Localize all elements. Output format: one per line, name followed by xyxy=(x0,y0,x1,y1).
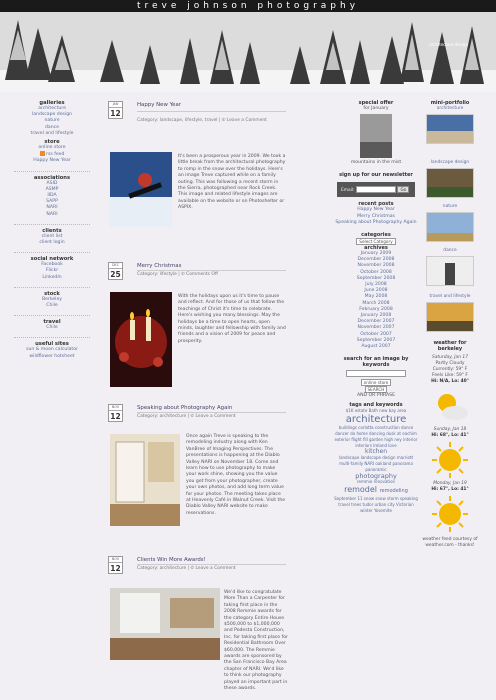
social-heading: social network xyxy=(30,256,74,263)
archive-link[interactable]: March 2008 xyxy=(362,300,390,306)
archive-link[interactable]: November 2007 xyxy=(357,325,395,331)
post-title[interactable]: Merry Christmas xyxy=(137,263,182,269)
portfolio-link[interactable]: architecture xyxy=(436,106,464,111)
travel-heading: travel xyxy=(43,319,61,326)
weather-current: Currently: 59° F xyxy=(432,367,468,372)
tag-link[interactable]: remodeling xyxy=(379,488,408,495)
rss-icon xyxy=(40,151,45,156)
recent-post-link[interactable]: Happy New Year xyxy=(357,207,395,213)
associations-heading: associations xyxy=(33,174,71,181)
post xyxy=(108,262,286,402)
tag-link[interactable]: remodel xyxy=(344,485,378,495)
stock-link[interactable]: Berkeley xyxy=(41,296,62,302)
title-rule xyxy=(137,111,286,112)
post xyxy=(108,556,286,700)
sunny-icon xyxy=(431,441,469,479)
weather-day: Saturday, Jan 17 xyxy=(431,355,469,360)
snowboarder-photo xyxy=(110,152,172,227)
gallery-link[interactable]: dance xyxy=(45,124,59,130)
recent-posts-heading: recent posts xyxy=(358,201,394,208)
assoc-link[interactable]: NARI xyxy=(46,211,58,217)
recent-post-link[interactable]: Merry Christmas xyxy=(357,213,395,219)
stock-link[interactable]: Chile xyxy=(46,303,58,309)
assoc-link[interactable]: IIDA xyxy=(47,193,57,199)
newsletter-box xyxy=(337,182,415,197)
tag-link[interactable]: September 11 snow snow storm speaking travel trees tudor urban city Victorian winter Yosemite xyxy=(334,496,418,514)
assoc-link[interactable]: SAPP xyxy=(46,199,58,205)
gallery-link[interactable]: nature xyxy=(44,118,60,124)
keyword-input[interactable] xyxy=(346,370,406,377)
assoc-link[interactable]: ASID xyxy=(46,180,58,186)
nature-thumb[interactable] xyxy=(426,212,474,242)
divider xyxy=(14,315,90,316)
post-day: 25 xyxy=(110,270,121,279)
post-date xyxy=(108,262,123,280)
store-link[interactable]: online store xyxy=(38,145,66,151)
post-title[interactable]: Clients Win More Awards! xyxy=(137,557,206,563)
store-heading: store xyxy=(44,139,60,146)
recent-post-link[interactable]: Speaking about Photography Again xyxy=(335,219,417,225)
post-meta[interactable]: Category: lifestyle | ✆ Comments Off xyxy=(137,272,218,277)
weather-heading: weather for berkeley xyxy=(433,340,467,352)
assoc-link[interactable]: ASMP xyxy=(45,186,59,192)
tag-link[interactable]: architecture xyxy=(345,414,407,426)
special-offer-heading: special offer xyxy=(358,100,394,106)
portfolio-link[interactable]: landscape design xyxy=(430,160,470,165)
post-body: Once again Treve is speaking to the remodeling industry along with Ken VanBree of Imaging Perspectives. The presentations is happening at the Diablo Valley NARI on November 18. Come and learn how to use photography to make your work shine, showing you the value you get from your photographer, create your own photos, and add long term value for your photos. The meeting takes place at Heavenly Café in Walnut Creek. Visit the Diablo Valley NARI website to make reservations. xyxy=(186,434,286,516)
weather-hilo: Hi: N/A, Lo: 40° xyxy=(431,379,469,384)
client-link[interactable]: client list xyxy=(41,233,63,239)
candles-photo xyxy=(110,292,172,387)
social-link[interactable]: Facebook xyxy=(41,262,63,268)
header-banner xyxy=(0,0,496,92)
categories-heading: categories xyxy=(361,232,391,239)
post-day: 12 xyxy=(110,412,121,421)
banner-tag: architecture design xyxy=(429,42,468,47)
rss-label: rss feed xyxy=(46,152,65,158)
post-date xyxy=(108,101,123,119)
newyear-link[interactable]: Happy New Year xyxy=(33,158,71,164)
assoc-link[interactable]: NARI xyxy=(46,205,58,211)
title-rule xyxy=(137,270,286,271)
stock-heading: stock xyxy=(44,290,60,297)
post xyxy=(108,101,286,251)
title-rule xyxy=(137,412,286,413)
search-heading: search for an image by keywords xyxy=(343,356,409,369)
email-label: Email: xyxy=(341,188,355,194)
post-month: NOV xyxy=(109,557,122,563)
living-room-photo xyxy=(110,588,220,660)
partly-cloudy-icon xyxy=(431,387,469,425)
archive-link[interactable]: December 2008 xyxy=(357,257,395,263)
post-title[interactable]: Happy New Year xyxy=(137,102,181,108)
gallery-link[interactable]: architecture xyxy=(38,106,66,111)
weather-hilo: Hi: 68°, Lo: 41° xyxy=(431,433,469,438)
divider xyxy=(14,224,90,225)
title-rule xyxy=(137,564,286,565)
archive-link[interactable]: June 2008 xyxy=(364,288,388,294)
newsletter-heading: sign up for our newsletter xyxy=(339,172,413,179)
special-offer-caption: mountains in the mist xyxy=(350,160,402,166)
archive-link[interactable]: May 2008 xyxy=(364,294,388,300)
divider xyxy=(14,252,90,253)
divider xyxy=(14,287,90,288)
tag-link[interactable]: photography xyxy=(355,472,397,481)
galleries-heading: galleries xyxy=(39,100,65,106)
post-meta[interactable]: Category: landscape, lifestyle, travel | ✆ Leave a Comment xyxy=(137,118,267,123)
tags-heading: tags and keywords xyxy=(349,402,403,409)
dance-thumb[interactable] xyxy=(426,256,474,286)
archive-link[interactable]: December 2007 xyxy=(357,319,395,325)
weather-day: Monday, Jan 19 xyxy=(433,481,467,486)
gallery-link[interactable]: travel and lifestyle xyxy=(30,130,74,136)
useful-heading: useful sites xyxy=(35,341,69,348)
divider xyxy=(14,171,90,172)
post-meta[interactable]: Category: architecture | ✆ Leave a Comment xyxy=(137,414,236,419)
kitchen-photo xyxy=(110,434,180,526)
post-body: It's been a prosperous year in 2009. We took a little break from the architectural photography to romp in the snow over the holidays. Here's an image Treve captured while on a family outing. This was following a recent storm in the Sierra, photographed near Rock Creek. This image and related lifestyle images are available on the website or on Photoshelter or ASPIX. xyxy=(178,154,286,211)
post-month: NOV xyxy=(109,405,122,411)
tag-link[interactable]: buildings carlotta construction dance dancer do home dancing dusk at eachim exterior flight fill garden high ney interior interiors Ireland love xyxy=(334,425,418,449)
architecture-thumb[interactable] xyxy=(426,114,474,144)
post-day: 12 xyxy=(110,564,121,573)
weather-condition: Partly Cloudy xyxy=(435,361,465,366)
archive-link[interactable]: October 2008 xyxy=(360,269,392,275)
post-date xyxy=(108,556,123,574)
portfolio-link[interactable]: nature xyxy=(442,204,458,209)
category-select[interactable]: Select Category xyxy=(356,238,395,245)
go-button[interactable]: Go xyxy=(397,186,409,193)
archive-link[interactable]: September 2008 xyxy=(356,275,396,281)
archive-link[interactable]: January 2009 xyxy=(360,251,392,257)
tag-link[interactable]: kitchen xyxy=(364,448,388,456)
useful-link[interactable]: sun & moon calculator xyxy=(26,347,78,353)
social-link[interactable]: Flickr xyxy=(45,268,59,274)
travel-link[interactable]: Chile xyxy=(46,325,58,331)
post xyxy=(108,404,286,554)
divider xyxy=(14,337,90,338)
special-offer-image[interactable] xyxy=(360,114,392,158)
weather-hilo: Hi: 67°, Lo: 41° xyxy=(431,487,469,492)
weather-feed-credit[interactable]: weather feed courtesy of weather.com - thanks! xyxy=(422,537,478,548)
clients-heading: clients xyxy=(42,227,62,234)
social-link[interactable]: LinkedIn xyxy=(42,274,62,280)
post-day: 12 xyxy=(110,109,121,118)
post-body: With the holidays upon us it's time to pause and reflect. And for those of us that follow the teachings of Christ it's time to celebrate. Here's wishing you many blessings. May the holidays be a time to open hearts, open minds, laughter and fellowship with family and friends and a vision of 2009 for peace and prosperity. xyxy=(178,294,286,344)
gallery-link[interactable]: landscape design xyxy=(31,112,73,118)
portfolio-link[interactable]: dance xyxy=(443,248,457,253)
client-link[interactable]: client login xyxy=(39,240,65,246)
left-sidebar xyxy=(10,98,94,360)
archive-link[interactable]: July 2008 xyxy=(365,282,387,288)
middle-sidebar xyxy=(333,100,419,514)
archive-link[interactable]: September 2007 xyxy=(356,337,396,343)
search-mode-radios[interactable]: AND OR PHRASE xyxy=(356,393,396,399)
weather-feels: Feels Like: 59° F xyxy=(432,373,468,378)
archive-link[interactable]: November 2008 xyxy=(357,263,395,269)
post-body: We'd like to congratulate More Than a Carpenter for taking first place in the 2008 Remmie awards for the category Entire House $500,000 to $1,000,000 and Podesta Construction, Inc. for taking first place for Residential Bathroom Over $60,000. The Remmie awards are sponsored by the San Francisco Bay Area chapter of NARI. We'd like to think our photography played an important part in these awards. xyxy=(224,590,288,692)
portfolio-link[interactable]: travel and lifestyle xyxy=(429,294,471,299)
mini-portfolio-heading: mini-portfolio xyxy=(430,100,470,106)
store-select[interactable]: online store xyxy=(361,379,392,386)
tag-link[interactable]: landscape landscape design marriott multi-family NARI oakland panorama panoramic xyxy=(338,455,414,473)
archives-heading: archives xyxy=(364,245,388,252)
archive-link[interactable]: August 2007 xyxy=(361,344,391,350)
tag-link[interactable]: remmie renovation xyxy=(356,479,396,485)
snowy-forest-image xyxy=(0,0,496,92)
landscape-thumb[interactable] xyxy=(426,168,474,198)
post-month: DEC xyxy=(109,263,122,269)
archive-link[interactable]: October 2007 xyxy=(360,331,392,337)
right-sidebar xyxy=(422,100,478,549)
travel-thumb[interactable] xyxy=(426,302,474,332)
tag-cloud xyxy=(333,408,419,514)
search-button[interactable]: SEARCH xyxy=(365,386,388,393)
archive-link[interactable]: February 2008 xyxy=(359,306,393,312)
archive-link[interactable]: January 2008 xyxy=(360,313,392,319)
special-offer-sub: for January xyxy=(363,106,389,111)
email-input[interactable] xyxy=(356,186,396,193)
site-title[interactable]: treve johnson photography xyxy=(136,1,360,11)
post-meta[interactable]: Category: architecture | ✆ Leave a Comment xyxy=(137,566,236,571)
weather-day: Sunday, Jan 18 xyxy=(433,427,467,432)
useful-link[interactable]: wildflower hotsheet xyxy=(29,353,75,359)
post-month: JAN xyxy=(109,102,122,108)
post-title[interactable]: Speaking about Photography Again xyxy=(137,405,233,411)
tag-link[interactable]: $1K estate Bath new bay area xyxy=(345,408,407,414)
post-date xyxy=(108,404,123,422)
sunny-icon xyxy=(431,495,469,533)
